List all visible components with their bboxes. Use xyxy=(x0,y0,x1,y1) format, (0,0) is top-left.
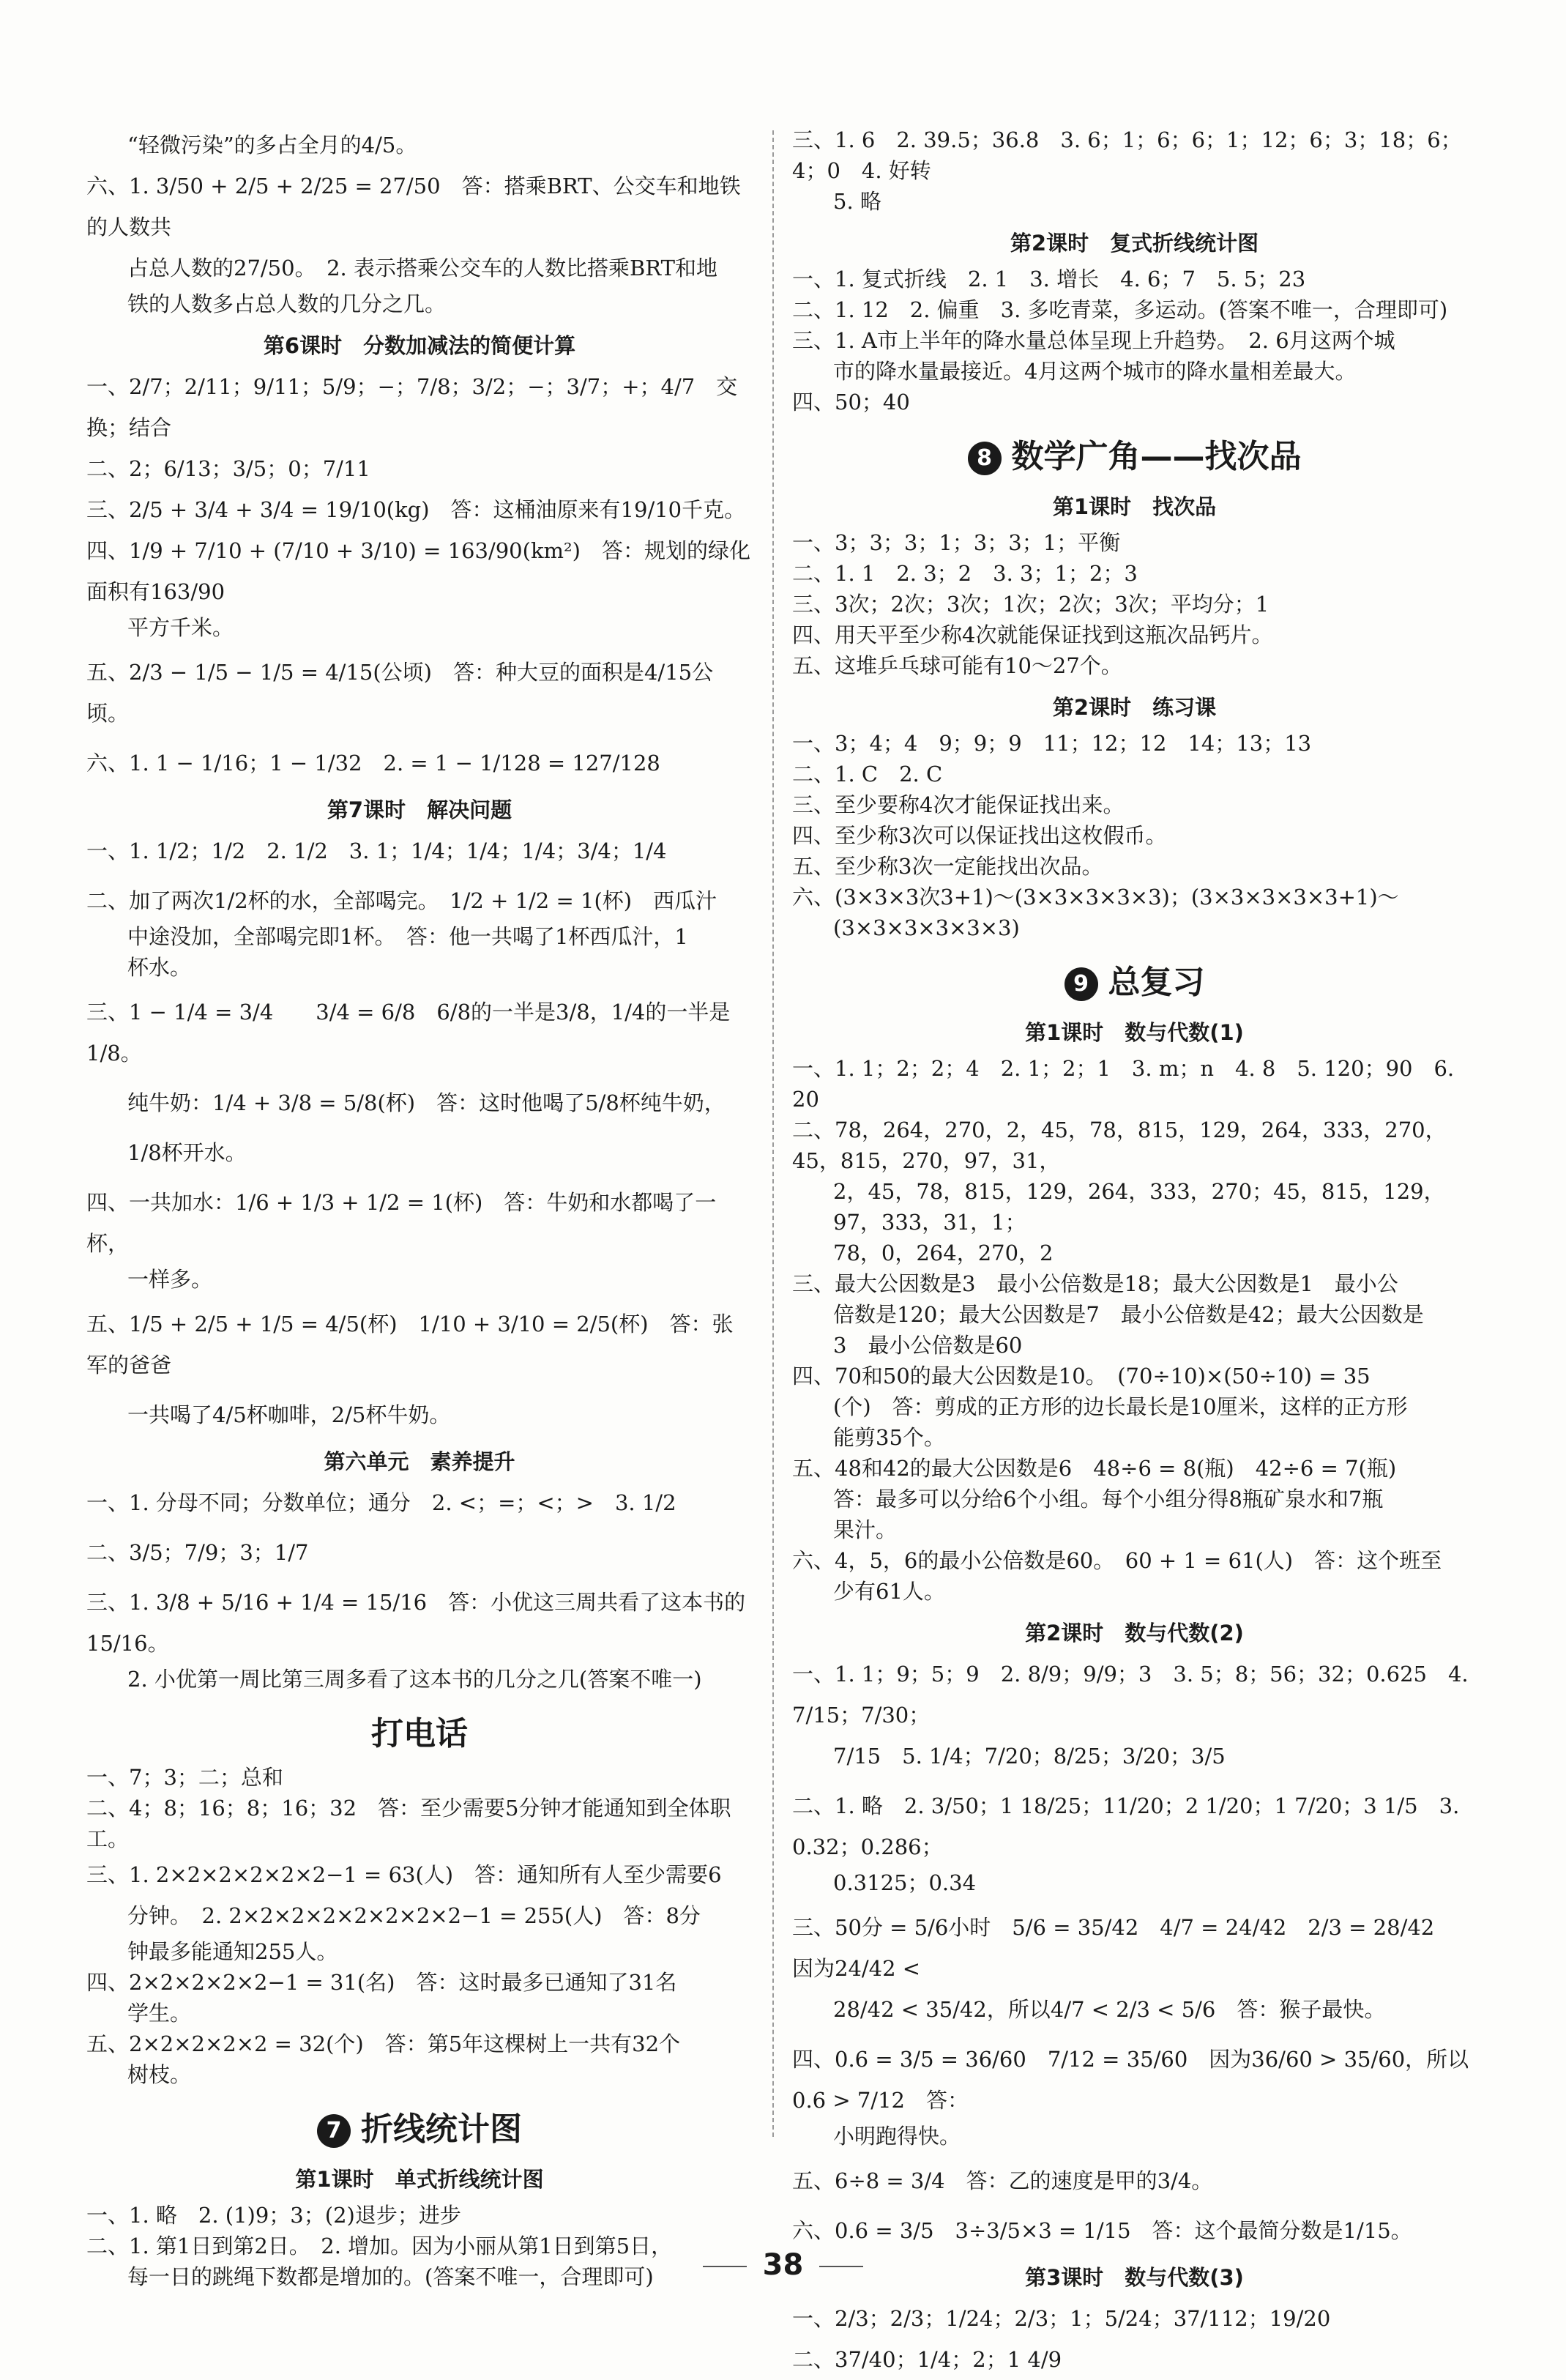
unit-number-badge: 8 xyxy=(968,442,1002,475)
answer-line: 三、1. 3/8 + 5/16 + 1/4 = 15/16 答：小优这三周共看了这本书的15/16。 xyxy=(86,1590,746,1656)
answer-line: 二、1. 12 2. 偏重 3. 多吃青菜，多运动。(答案不唯一，合理即可) xyxy=(792,297,1448,322)
unit-title: 数学广角——找次品 xyxy=(1011,438,1302,475)
answer-line: 五、2/3 − 1/5 − 1/5 = 4/15(公顷) 答：种大豆的面积是4/15公顷。 xyxy=(86,660,714,726)
answer-line: 五、1/5 + 2/5 + 1/5 = 4/5(杯) 1/10 + 3/10 = 2/5(杯) 答：张军的爸爸 xyxy=(86,1312,734,1377)
right-column xyxy=(792,124,1477,2380)
answer-line: 四、一共加水：1/6 + 1/3 + 1/2 = 1(杯) 答：牛奶和水都喝了一杯， xyxy=(86,1190,717,1256)
answer-line: 钟最多能通知255人。 xyxy=(127,1939,338,1964)
answer-line: 一、1. 1/2；1/2 2. 1/2 3. 1；1/4；1/4；1/4；3/4；1/4 xyxy=(86,838,667,863)
answer-line: 2，45，78，815，129，264，333，270；45，815，129，97，333，31，1； xyxy=(833,1179,1445,1235)
answer-line: 四、0.6 = 3/5 = 36/60 7/12 = 35/60 因为36/60 > 35/60，所以0.6 > 7/12 答： xyxy=(792,2047,1469,2113)
unit-number-badge: 7 xyxy=(317,2114,351,2148)
answer-line: 二、1. 略 2. 3/50；1 18/25；11/20；2 1/20；1 7/20；3 1/5 3. 0.32；0.286； xyxy=(792,1793,1466,1859)
answer-line: 答：最多可以分给6个小组。每个小组分得8瓶矿泉水和7瓶 xyxy=(833,1487,1384,1511)
answer-line: 三、2/5 + 3/4 + 3/4 = 19/10(kg) 答：这桶油原来有19/10千克。 xyxy=(86,497,746,522)
answer-line: 一样多。 xyxy=(127,1267,213,1292)
answer-line: 二、1. 1 2. 3；2 3. 3；1；2；3 xyxy=(792,561,1138,586)
answer-line: 一、7；3；二；总和 xyxy=(86,1765,283,1790)
section-heading: 第1课时 数与代数(1) xyxy=(1025,1020,1244,1045)
answer-line: 1/8杯开水。 xyxy=(127,1140,247,1165)
answer-line: 三、至少要称4次才能保证找出来。 xyxy=(792,792,1125,817)
answer-line: 一、2/7；2/11；9/11；5/9；−；7/8；3/2；−；3/7；+；4/7 交换；结合 xyxy=(86,374,738,440)
answer-line: 杯水。 xyxy=(127,955,192,980)
answer-line: 中途没加，全部喝完即1杯。 答：他一共喝了1杯西瓜汁，1 xyxy=(127,924,688,949)
answer-line: 二、78，264，270，2，45，78，815，129，264，333，270，45，815，270，97，31， xyxy=(792,1118,1447,1173)
answer-line: (3×3×3×3×3×3) xyxy=(833,915,1020,940)
answer-line: 二、3/5；7/9；3；1/7 xyxy=(86,1540,309,1565)
answer-line: 市的降水量最接近。4月这两个城市的降水量相差最大。 xyxy=(833,359,1357,384)
answer-line: 学生。 xyxy=(127,2001,192,2026)
answer-line: 3 最小公倍数是60 xyxy=(833,1333,1023,1358)
section-heading: 第1课时 找次品 xyxy=(1052,494,1217,519)
section-heading: 第六单元 素养提升 xyxy=(324,1449,515,1474)
unit-title: 打电话 xyxy=(371,1715,468,1752)
answer-line: 28/42 < 35/42，所以4/7 < 2/3 < 5/6 答：猴子最快。 xyxy=(833,1997,1386,2022)
answer-line: 2. 小优第一周比第三周多看了这本书的几分之几(答案不唯一) xyxy=(127,1667,702,1692)
answer-line: 一、1. 略 2. (1)9；3；(2)退步；进步 xyxy=(86,2203,461,2228)
section-heading: 第6课时 分数加减法的简便计算 xyxy=(263,333,576,358)
answer-line: 一、2/3；2/3；1/24；2/3；1；5/24；37/112；19/20 xyxy=(792,2306,1331,2331)
unit-heading xyxy=(792,434,1477,480)
answer-line: 四、70和50的最大公因数是10。 (70÷10)×(50÷10) = 35 xyxy=(792,1364,1371,1388)
answer-line: 0.3125；0.34 xyxy=(833,1870,977,1895)
answer-line: 倍数是120；最大公因数是7 最小公倍数是42；最大公因数是 xyxy=(833,1302,1424,1327)
answer-line: 7/15 5. 1/4；7/20；8/25；3/20；3/5 xyxy=(833,1744,1226,1769)
answer-line: 一、1. 分母不同；分数单位；通分 2. <；=；<；> 3. 1/2 xyxy=(86,1490,676,1515)
section-heading: 第2课时 数与代数(2) xyxy=(1025,1621,1244,1645)
answer-line: 四、用天平至少称4次就能保证找到这瓶次品钙片。 xyxy=(792,622,1273,647)
answer-line: (个) 答：剪成的正方形的边长最长是10厘米，这样的正方形 xyxy=(833,1394,1408,1419)
unit-heading xyxy=(86,2106,753,2153)
section-heading: 第2课时 练习课 xyxy=(1052,695,1217,720)
answer-line: 五、这堆乒乓球可能有10～27个。 xyxy=(792,653,1122,678)
answer-line: 三、50分 = 5/6小时 5/6 = 35/42 4/7 = 24/42 2/3 = 28/42 因为24/42 < xyxy=(792,1915,1456,1981)
answer-line: 纯牛奶：1/4 + 3/8 = 5/8(杯) 答：这时他喝了5/8杯纯牛奶， xyxy=(127,1090,726,1115)
answer-line: 少有61人。 xyxy=(833,1579,945,1604)
answer-line: 三、1. 6 2. 39.5；36.8 3. 6；1；6；6；1；12；6；3；18；6；4；0 4. 好转 xyxy=(792,127,1462,183)
answer-line: 一、1. 1；9；5；9 2. 8/9；9/9；3 3. 5；8；56；32；0.625 4. 7/15；7/30； xyxy=(792,1662,1475,1728)
answer-line: 二、2；6/13；3/5；0；7/11 xyxy=(86,456,370,481)
answer-line: 二、37/40；1/4；2；1 4/9 xyxy=(792,2347,1062,2372)
answer-line: 四、1/9 + 7/10 + (7/10 + 3/10) = 163/90(km²) 答：规划的绿化面积有163/90 xyxy=(86,538,750,604)
section-heading: 第2课时 复式折线统计图 xyxy=(1010,231,1259,256)
unit-title: 总复习 xyxy=(1108,964,1205,1001)
answer-line: 五、至少称3次一定能找出次品。 xyxy=(792,854,1103,879)
section-heading: 第1课时 单式折线统计图 xyxy=(295,2167,544,2192)
answer-line: 六、(3×3×3次3+1)～(3×3×3×3×3)；(3×3×3×3×3+1)～ xyxy=(792,885,1399,910)
answer-line: 三、1. A市上半年的降水量总体呈现上升趋势。 2. 6月这两个城 xyxy=(792,328,1395,353)
page-number: 38 xyxy=(0,2248,1566,2282)
answer-line: 平方千米。 xyxy=(127,615,234,640)
answer-line: 占总人数的27/50。 2. 表示搭乘公交车的人数比搭乘BRT和地 xyxy=(127,256,717,280)
answer-line: 5. 略 xyxy=(833,189,881,214)
answer-line: 六、0.6 = 3/5 3÷3/5×3 = 1/15 答：这个最简分数是1/15。 xyxy=(792,2218,1412,2243)
unit-title: 折线统计图 xyxy=(361,2111,522,2148)
answer-line: 一、3；3；3；1；3；3；1；平衡 xyxy=(792,530,1121,555)
unit-heading xyxy=(86,1711,753,1758)
unit-number-badge: 9 xyxy=(1064,967,1098,1001)
answer-line: 一、1. 复式折线 2. 1 3. 增长 4. 6；7 5. 5；23 xyxy=(792,267,1306,291)
column-divider xyxy=(772,130,774,2137)
answer-line: 78，0，264，270，2 xyxy=(833,1241,1054,1265)
answer-line: 每一日的跳绳下数都是增加的。(答案不唯一，合理即可) xyxy=(127,2264,654,2289)
answer-line: 能剪35个。 xyxy=(833,1425,945,1450)
answer-line: 五、6÷8 = 3/4 答：乙的速度是甲的3/4。 xyxy=(792,2168,1213,2193)
answer-line: 三、3次；2次；3次；1次；2次；3次；平均分；1 xyxy=(792,592,1269,617)
answer-line: 树枝。 xyxy=(127,2062,192,2087)
answer-line: 五、48和42的最大公因数是6 48÷6 = 8(瓶) 42÷6 = 7(瓶) xyxy=(792,1456,1397,1481)
answer-line: 果汁。 xyxy=(833,1517,898,1542)
answer-line: 二、加了两次1/2杯的水，全部喝完。 1/2 + 1/2 = 1(杯) 西瓜汁 xyxy=(86,888,717,913)
answer-line: 小明跑得快。 xyxy=(833,2124,961,2149)
section-heading: 第7课时 解决问题 xyxy=(327,797,512,822)
unit-heading xyxy=(792,959,1477,1006)
answer-line: 铁的人数多占总人数的几分之几。 xyxy=(127,291,447,316)
answer-line: 四、至少称3次可以保证找出这枚假币。 xyxy=(792,823,1167,848)
answer-line: 五、2×2×2×2×2 = 32(个) 答：第5年这棵树上一共有32个 xyxy=(86,2031,681,2056)
answer-line: 六、1. 1 − 1/16；1 − 1/32 2. = 1 − 1/128 = 127/128 xyxy=(86,751,660,776)
answer-line: 三、1 − 1/4 = 3/4 3/4 = 6/8 6/8的一半是3/8，1/4的一半是1/8。 xyxy=(86,1000,731,1066)
answer-line: 二、1. 第1日到第2日。 2. 增加。因为小丽从第1日到第5日， xyxy=(86,2234,673,2258)
answer-line: 四、50；40 xyxy=(792,390,910,414)
answer-line: 二、4；8；16；8；16；32 答：至少需要5分钟才能通知到全体职工。 xyxy=(86,1796,731,1851)
answer-line: 分钟。 2. 2×2×2×2×2×2×2×2−1 = 255(人) 答：8分 xyxy=(127,1903,701,1928)
answer-line: 三、最大公因数是3 最小公倍数是18；最大公因数是1 最小公 xyxy=(792,1271,1398,1296)
answer-line: “轻微污染”的多占全月的4/5。 xyxy=(127,133,417,157)
answer-line: 二、1. C 2. C xyxy=(792,762,943,786)
answer-line: 四、2×2×2×2×2−1 = 31(名) 答：这时最多已通知了31名 xyxy=(86,1970,677,1995)
answer-line: 一、1. 1；2；2；4 2. 1；2；1 3. m；n 4. 8 5. 120；90 6. 20 xyxy=(792,1056,1461,1112)
answer-line: 三、1. 2×2×2×2×2×2−1 = 63(人) 答：通知所有人至少需要6 xyxy=(86,1862,722,1887)
left-column xyxy=(86,124,753,2292)
section-heading: 第3课时 数与代数(3) xyxy=(1025,2265,1244,2290)
answer-line: 六、1. 3/50 + 2/5 + 2/25 = 27/50 答：搭乘BRT、公交车和地铁的人数共 xyxy=(86,174,741,239)
answer-line: 一、3；4；4 9；9；9 11；12；12 14；13；13 xyxy=(792,731,1312,756)
answer-line: 一共喝了4/5杯咖啡，2/5杯牛奶。 xyxy=(127,1402,451,1427)
answer-line: 六、4，5，6的最小公倍数是60。 60 + 1 = 61(人) 答：这个班至 xyxy=(792,1548,1442,1573)
